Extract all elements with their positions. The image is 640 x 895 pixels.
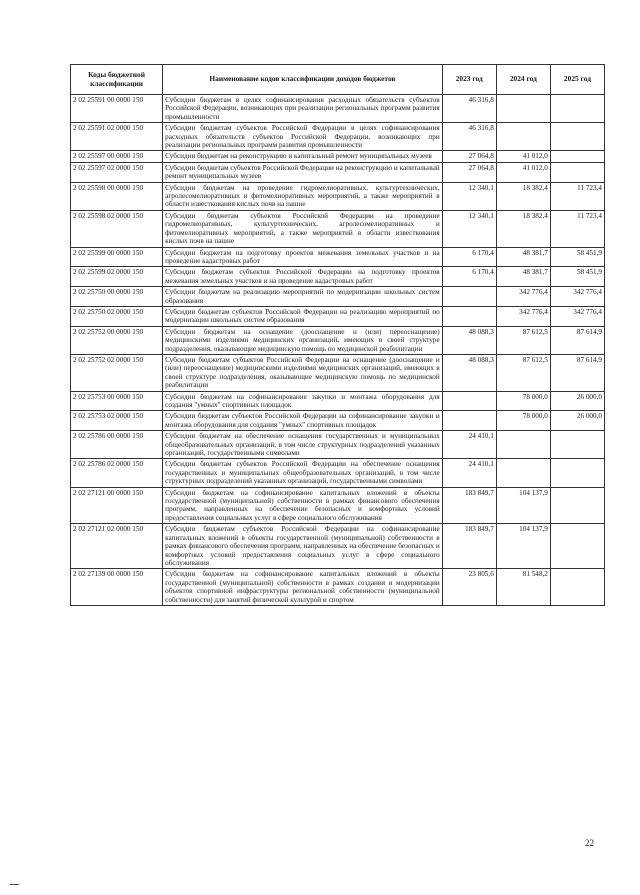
amount-2023-cell: 24 410,1 — [442, 459, 496, 487]
amount-2023-cell — [442, 391, 496, 411]
budget-code-cell: 2 02 25786 02 0000 150 — [71, 459, 163, 487]
table-row — [71, 95, 605, 123]
revenue-name-cell: Субсидии бюджетам на проведение гидромелиоративных, культуртехнических, агролесомелиоративных и фитомелиоративных мероприятий, а также мероприятий в области известкования кислых почв на пашне — [163, 182, 443, 210]
budget-code-cell: 2 02 25599 02 0000 150 — [71, 267, 163, 287]
revenue-name-cell: Субсидии бюджетам субъектов Российской Федерации на подготовку проектов межевания земельных участков и на проведение кадастровых работ — [163, 267, 443, 287]
amount-2023-cell — [442, 287, 496, 307]
amount-2025-cell: 342 776,4 — [550, 287, 604, 307]
budget-code-cell: 2 02 27139 00 0000 150 — [71, 569, 163, 606]
amount-2024-cell: 342 776,4 — [496, 287, 550, 307]
amount-2024-cell: 18 382,4 — [496, 210, 550, 247]
amount-2024-cell: 41 012,0 — [496, 162, 550, 182]
amount-2023-cell: 46 316,8 — [442, 123, 496, 151]
amount-2023-cell: 183 849,7 — [442, 487, 496, 524]
amount-2025-cell: 11 723,4 — [550, 182, 604, 210]
budget-code-cell: 2 02 25597 02 0000 150 — [71, 162, 163, 182]
amount-2023-cell: 48 088,3 — [442, 326, 496, 354]
table-header-row — [71, 65, 605, 95]
amount-2024-cell — [496, 431, 550, 459]
table-row — [71, 182, 605, 210]
amount-2024-cell: 78 000,0 — [496, 411, 550, 431]
budget-code-cell: 2 02 25591 02 0000 150 — [71, 123, 163, 151]
table-row — [71, 151, 605, 162]
budget-code-cell: 2 02 25753 02 0000 150 — [71, 411, 163, 431]
amount-2025-cell — [550, 569, 604, 606]
budget-code-cell: 2 02 25591 00 0000 150 — [71, 95, 163, 123]
amount-2025-cell — [550, 151, 604, 162]
budget-code-cell: 2 02 25752 00 0000 150 — [71, 326, 163, 354]
amount-2025-cell: 87 614,9 — [550, 354, 604, 391]
amount-2025-cell: 58 451,9 — [550, 247, 604, 267]
revenue-name-cell: Субсидии бюджетам на подготовку проектов межевания земельных участков и на проведение кадастровых работ — [163, 247, 443, 267]
amount-2025-cell — [550, 95, 604, 123]
amount-2023-cell: 23 805,6 — [442, 569, 496, 606]
budget-code-cell: 2 02 25750 00 0000 150 — [71, 287, 163, 307]
revenue-name-cell: Субсидии бюджетам субъектов Российской Федерации на обеспечение оснащения государственных и муниципальных общеобразовательных организаций, в том числе структурных подразделений указанных организаций, государственными символами — [163, 459, 443, 487]
revenue-name-cell: Субсидии бюджетам на софинансирование капитальных вложений в объекты государственной (муниципальной) собственности в рамках создания и модернизации объектов спортивной инфраструктуры региональной собственности (муниципальной собственности) для занятий физической культурой и спортом — [163, 569, 443, 606]
header-year-2023: 2023 год — [442, 65, 496, 95]
revenue-name-cell: Субсидии бюджетам субъектов Российской Федерации в целях софинансирования расходных обязательств субъектов Российской Федерации, возникающих при реализации региональных программ развития промышленности — [163, 123, 443, 151]
amount-2024-cell: 81 548,2 — [496, 569, 550, 606]
table-row — [71, 411, 605, 431]
amount-2025-cell — [550, 162, 604, 182]
table-row — [71, 247, 605, 267]
table-body — [71, 95, 605, 606]
amount-2025-cell — [550, 459, 604, 487]
revenue-name-cell: Субсидии бюджетам субъектов Российской Федерации на проведение гидромелиоративных, культуртехнических, агролесомелиоративных и фитомелиоративных мероприятий, а также мероприятий в области известкования кислых почв на пашне — [163, 210, 443, 247]
amount-2024-cell: 104 137,9 — [496, 487, 550, 524]
amount-2023-cell: 48 088,3 — [442, 354, 496, 391]
budget-code-cell: 2 02 25598 00 0000 150 — [71, 182, 163, 210]
amount-2025-cell: 87 614,9 — [550, 326, 604, 354]
revenue-name-cell: Субсидии бюджетам субъектов Российской Федерации на реконструкцию и капитальный ремонт муниципальных музеев — [163, 162, 443, 182]
amount-2024-cell: 104 137,9 — [496, 524, 550, 569]
table-row — [71, 267, 605, 287]
header-code: Коды бюджетной классификации — [71, 65, 163, 95]
amount-2025-cell: 58 451,9 — [550, 267, 604, 287]
budget-code-cell: 2 02 25599 00 0000 150 — [71, 247, 163, 267]
amount-2024-cell: 342 776,4 — [496, 306, 550, 326]
table-row — [71, 326, 605, 354]
revenue-name-cell: Субсидии бюджетам на обеспечение оснащения государственных и муниципальных общеобразовательных организаций, в том числе структурных подразделений указанных организаций, государственными символами — [163, 431, 443, 459]
budget-code-cell: 2 02 25753 00 0000 150 — [71, 391, 163, 411]
amount-2023-cell: 27 064,8 — [442, 162, 496, 182]
budget-code-cell: 2 02 25750 02 0000 150 — [71, 306, 163, 326]
revenue-name-cell: Субсидии бюджетам на реализацию мероприятий по модернизации школьных систем образования — [163, 287, 443, 307]
budget-code-cell: 2 02 25597 00 0000 150 — [71, 151, 163, 162]
revenue-name-cell: Субсидии бюджетам на софинансирование закупки и монтажа оборудования для создания "умных" спортивных площадок — [163, 391, 443, 411]
header-year-2025: 2025 год — [550, 65, 604, 95]
amount-2025-cell: 342 776,4 — [550, 306, 604, 326]
header-year-2024: 2024 год — [496, 65, 550, 95]
revenue-name-cell: Субсидии бюджетам в целях софинансирования расходных обязательств субъектов Российской Федерации, возникающих при реализации региональных программ развития промышленности — [163, 95, 443, 123]
revenue-name-cell: Субсидии бюджетам субъектов Российской Федерации на софинансирование закупки и монтажа оборудования для создания "умных" спортивных площадок — [163, 411, 443, 431]
revenue-name-cell: Субсидии бюджетам субъектов Российской Федерации на реализацию мероприятий по модернизации школьных систем образования — [163, 306, 443, 326]
amount-2025-cell — [550, 123, 604, 151]
amount-2024-cell: 78 000,0 — [496, 391, 550, 411]
amount-2023-cell: 183 849,7 — [442, 524, 496, 569]
amount-2024-cell — [496, 459, 550, 487]
amount-2024-cell — [496, 123, 550, 151]
amount-2024-cell: 87 612,5 — [496, 326, 550, 354]
budget-code-cell: 2 02 27121 00 0000 150 — [71, 487, 163, 524]
amount-2023-cell: 24 410,1 — [442, 431, 496, 459]
amount-2023-cell — [442, 306, 496, 326]
table-row — [71, 487, 605, 524]
revenue-name-cell: Субсидии бюджетам субъектов Российской Федерации на оснащение (дооснащение и (или) переоснащение) медицинскими изделиями медицинских организаций, имеющих в своей структуре подразделения, оказывающие медицинскую помощь по медицинской реабилитации — [163, 354, 443, 391]
table-row — [71, 459, 605, 487]
amount-2023-cell: 6 170,4 — [442, 247, 496, 267]
amount-2025-cell — [550, 431, 604, 459]
revenue-name-cell: Субсидии бюджетам субъектов Российской Федерации на софинансирование капитальных вложений в объекты государственной (муниципальной) собственности в рамках финансового обеспечения программ, направленных на обеспечение безопасных и комфортных условий предоставления социальных услуг в сфере социального обслуживания — [163, 524, 443, 569]
amount-2023-cell: 6 170,4 — [442, 267, 496, 287]
table-row — [71, 123, 605, 151]
table-row — [71, 569, 605, 606]
table-row — [71, 210, 605, 247]
table-row — [71, 431, 605, 459]
table-row — [71, 524, 605, 569]
revenue-name-cell: Субсидии бюджетам на оснащение (дооснащение и (или) переоснащение) медицинскими изделиями медицинских организаций, имеющих в своей структуре подразделения, оказывающие медицинскую помощь по медицинской реабилитации — [163, 326, 443, 354]
amount-2025-cell — [550, 487, 604, 524]
page-number: 22 — [585, 838, 594, 848]
scan-edge-mark — [10, 884, 19, 885]
revenue-name-cell: Субсидии бюджетам на реконструкцию и капитальный ремонт муниципальных музеев — [163, 151, 443, 162]
amount-2024-cell: 48 381,7 — [496, 247, 550, 267]
budget-code-cell: 2 02 25752 02 0000 150 — [71, 354, 163, 391]
amount-2023-cell: 27 064,8 — [442, 151, 496, 162]
amount-2023-cell: 12 340,1 — [442, 182, 496, 210]
budget-revenue-table — [70, 64, 605, 606]
amount-2025-cell: 26 000,0 — [550, 411, 604, 431]
table-row — [71, 287, 605, 307]
amount-2024-cell — [496, 95, 550, 123]
amount-2024-cell: 87 612,5 — [496, 354, 550, 391]
table-row — [71, 306, 605, 326]
amount-2023-cell: 12 340,1 — [442, 210, 496, 247]
amount-2025-cell: 26 000,0 — [550, 391, 604, 411]
budget-code-cell: 2 02 25598 02 0000 150 — [71, 210, 163, 247]
amount-2025-cell: 11 723,4 — [550, 210, 604, 247]
amount-2025-cell — [550, 524, 604, 569]
budget-code-cell: 2 02 25786 00 0000 150 — [71, 431, 163, 459]
amount-2024-cell: 48 381,7 — [496, 267, 550, 287]
table-row — [71, 162, 605, 182]
revenue-name-cell: Субсидии бюджетам на софинансирование капитальных вложений в объекты государственной (муниципальной) собственности в рамках финансового обеспечения программ, направленных на обеспечение безопасных и комфортных условий предоставления социальных услуг в сфере социального обслуживания — [163, 487, 443, 524]
budget-code-cell: 2 02 27121 02 0000 150 — [71, 524, 163, 569]
table-row — [71, 354, 605, 391]
amount-2024-cell: 41 012,0 — [496, 151, 550, 162]
header-name: Наименование кодов классификации доходов бюджетов — [163, 65, 443, 95]
amount-2024-cell: 18 382,4 — [496, 182, 550, 210]
amount-2023-cell — [442, 411, 496, 431]
table-row — [71, 391, 605, 411]
amount-2023-cell: 46 316,8 — [442, 95, 496, 123]
